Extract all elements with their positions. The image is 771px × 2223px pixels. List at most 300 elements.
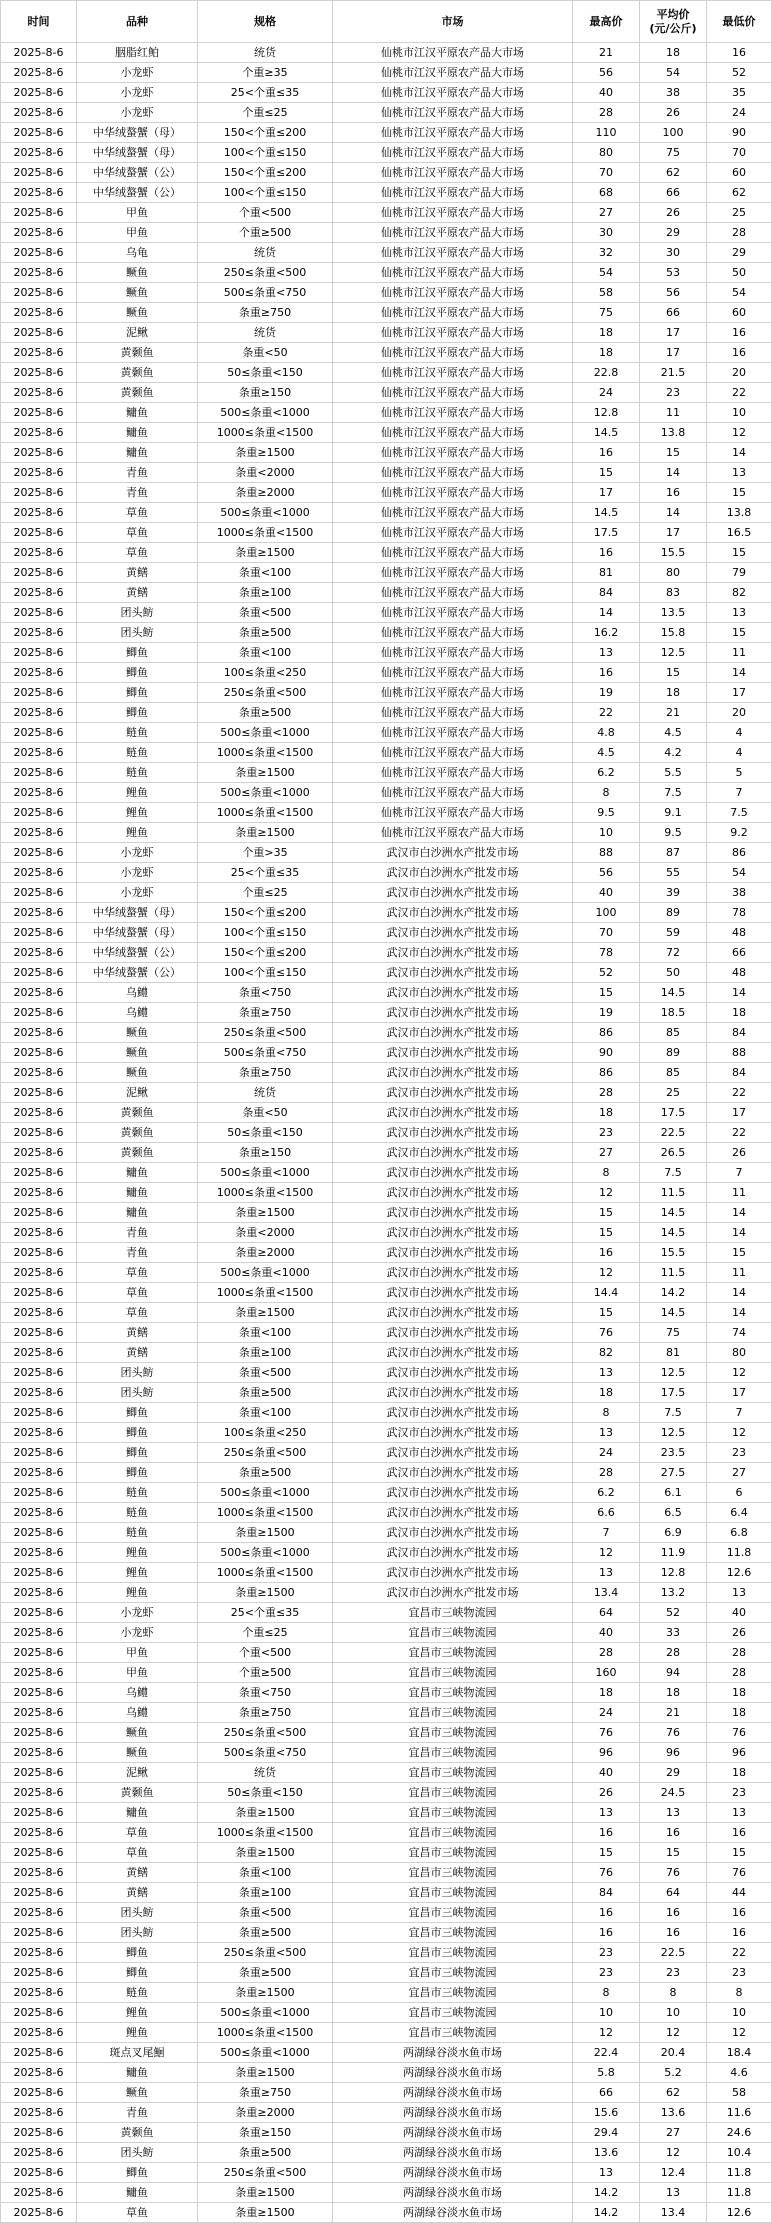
cell-date: 2025-8-6: [1, 303, 77, 323]
cell-market: 武汉市白沙洲水产批发市场: [333, 1243, 573, 1263]
cell-spec: 500≤条重<1000: [198, 2003, 333, 2023]
cell-date: 2025-8-6: [1, 203, 77, 223]
cell-spec: 1000≤条重<1500: [198, 1503, 333, 1523]
cell-date: 2025-8-6: [1, 763, 77, 783]
cell-variety: 草鱼: [77, 543, 198, 563]
cell-max-price: 28: [573, 1643, 640, 1663]
cell-avg-price: 64: [640, 1883, 707, 1903]
table-row: [1, 783, 771, 803]
cell-variety: 鲫鱼: [77, 643, 198, 663]
cell-market: 仙桃市江汉平原农产品大市场: [333, 63, 573, 83]
cell-max-price: 16: [573, 543, 640, 563]
cell-avg-price: 62: [640, 2083, 707, 2103]
cell-variety: 小龙虾: [77, 83, 198, 103]
cell-date: 2025-8-6: [1, 1303, 77, 1323]
table-row: [1, 43, 771, 63]
cell-date: 2025-8-6: [1, 1023, 77, 1043]
cell-market: 仙桃市江汉平原农产品大市场: [333, 823, 573, 843]
cell-market: 宜昌市三峡物流园: [333, 2003, 573, 2023]
cell-spec: 条重≥1500: [198, 1803, 333, 1823]
cell-variety: 甲鱼: [77, 1663, 198, 1683]
cell-min-price: 54: [707, 283, 771, 303]
cell-date: 2025-8-6: [1, 1203, 77, 1223]
cell-variety: 鲢鱼: [77, 723, 198, 743]
table-row: [1, 843, 771, 863]
cell-min-price: 16: [707, 43, 771, 63]
cell-date: 2025-8-6: [1, 1643, 77, 1663]
header-spec: 规格: [198, 1, 333, 43]
cell-date: 2025-8-6: [1, 943, 77, 963]
cell-spec: 条重≥150: [198, 2123, 333, 2143]
cell-date: 2025-8-6: [1, 323, 77, 343]
cell-market: 仙桃市江汉平原农产品大市场: [333, 163, 573, 183]
cell-spec: 250≤条重<500: [198, 2163, 333, 2183]
cell-variety: 鲤鱼: [77, 1543, 198, 1563]
cell-market: 仙桃市江汉平原农产品大市场: [333, 423, 573, 443]
table-row: [1, 1403, 771, 1423]
cell-spec: 100<个重≤150: [198, 183, 333, 203]
cell-date: 2025-8-6: [1, 903, 77, 923]
cell-avg-price: 15: [640, 663, 707, 683]
cell-spec: 个重≥500: [198, 223, 333, 243]
cell-avg-price: 15: [640, 1843, 707, 1863]
table-row: [1, 1983, 771, 2003]
cell-max-price: 14.2: [573, 2203, 640, 2223]
cell-avg-price: 18: [640, 1683, 707, 1703]
cell-market: 仙桃市江汉平原农产品大市场: [333, 643, 573, 663]
cell-date: 2025-8-6: [1, 343, 77, 363]
cell-spec: 条重≥500: [198, 1383, 333, 1403]
header-min-price: 最低价: [707, 1, 771, 43]
table-row: [1, 1483, 771, 1503]
cell-min-price: 16.5: [707, 523, 771, 543]
cell-min-price: 14: [707, 663, 771, 683]
cell-avg-price: 13.5: [640, 603, 707, 623]
cell-date: 2025-8-6: [1, 183, 77, 203]
table-row: [1, 83, 771, 103]
table-row: [1, 443, 771, 463]
cell-avg-price: 50: [640, 963, 707, 983]
cell-date: 2025-8-6: [1, 1403, 77, 1423]
cell-variety: 团头鲂: [77, 1363, 198, 1383]
cell-market: 两湖绿谷淡水鱼市场: [333, 2143, 573, 2163]
cell-market: 仙桃市江汉平原农产品大市场: [333, 603, 573, 623]
cell-min-price: 18: [707, 1763, 771, 1783]
cell-min-price: 9.2: [707, 823, 771, 843]
cell-max-price: 110: [573, 123, 640, 143]
cell-variety: 中华绒螯蟹（母）: [77, 923, 198, 943]
cell-max-price: 24: [573, 1443, 640, 1463]
cell-date: 2025-8-6: [1, 563, 77, 583]
cell-min-price: 18: [707, 1703, 771, 1723]
table-row: [1, 1083, 771, 1103]
cell-avg-price: 22.5: [640, 1943, 707, 1963]
cell-spec: 统货: [198, 1083, 333, 1103]
cell-min-price: 7.5: [707, 803, 771, 823]
cell-avg-price: 26: [640, 103, 707, 123]
cell-market: 仙桃市江汉平原农产品大市场: [333, 43, 573, 63]
cell-min-price: 78: [707, 903, 771, 923]
cell-variety: 鳜鱼: [77, 283, 198, 303]
cell-min-price: 15: [707, 1243, 771, 1263]
table-row: [1, 1303, 771, 1323]
cell-avg-price: 87: [640, 843, 707, 863]
cell-date: 2025-8-6: [1, 1903, 77, 1923]
cell-spec: 条重<100: [198, 1863, 333, 1883]
cell-date: 2025-8-6: [1, 403, 77, 423]
cell-market: 宜昌市三峡物流园: [333, 1763, 573, 1783]
cell-spec: 1000≤条重<1500: [198, 1823, 333, 1843]
table-row: [1, 103, 771, 123]
cell-spec: 个重≤25: [198, 103, 333, 123]
cell-avg-price: 13.6: [640, 2103, 707, 2123]
cell-date: 2025-8-6: [1, 463, 77, 483]
cell-market: 武汉市白沙洲水产批发市场: [333, 1103, 573, 1123]
cell-date: 2025-8-6: [1, 1943, 77, 1963]
cell-avg-price: 66: [640, 303, 707, 323]
table-row: [1, 1123, 771, 1143]
cell-max-price: 12: [573, 1183, 640, 1203]
cell-min-price: 25: [707, 203, 771, 223]
cell-market: 两湖绿谷淡水鱼市场: [333, 2043, 573, 2063]
cell-date: 2025-8-6: [1, 1783, 77, 1803]
cell-date: 2025-8-6: [1, 1803, 77, 1823]
cell-variety: 斑点叉尾鮰: [77, 2043, 198, 2063]
cell-spec: 个重≤25: [198, 883, 333, 903]
table-row: [1, 1603, 771, 1623]
cell-avg-price: 8: [640, 1983, 707, 2003]
table-row: [1, 503, 771, 523]
cell-market: 两湖绿谷淡水鱼市场: [333, 2183, 573, 2203]
cell-date: 2025-8-6: [1, 883, 77, 903]
cell-spec: 条重≥100: [198, 1343, 333, 1363]
cell-date: 2025-8-6: [1, 863, 77, 883]
cell-avg-price: 7.5: [640, 1163, 707, 1183]
cell-avg-price: 4.5: [640, 723, 707, 743]
cell-max-price: 18: [573, 1683, 640, 1703]
cell-avg-price: 4.2: [640, 743, 707, 763]
cell-min-price: 76: [707, 1723, 771, 1743]
cell-avg-price: 6.9: [640, 1523, 707, 1543]
cell-spec: 条重≥1500: [198, 543, 333, 563]
cell-max-price: 15: [573, 1203, 640, 1223]
cell-avg-price: 29: [640, 223, 707, 243]
cell-variety: 鳙鱼: [77, 2063, 198, 2083]
cell-min-price: 16: [707, 1923, 771, 1943]
cell-date: 2025-8-6: [1, 703, 77, 723]
cell-market: 仙桃市江汉平原农产品大市场: [333, 323, 573, 343]
cell-min-price: 6.8: [707, 1523, 771, 1543]
cell-max-price: 23: [573, 1123, 640, 1143]
cell-variety: 鲤鱼: [77, 803, 198, 823]
table-row: [1, 2063, 771, 2083]
table-row: [1, 2103, 771, 2123]
table-row: [1, 2003, 771, 2023]
cell-date: 2025-8-6: [1, 1983, 77, 2003]
cell-market: 仙桃市江汉平原农产品大市场: [333, 463, 573, 483]
cell-max-price: 6.2: [573, 763, 640, 783]
cell-date: 2025-8-6: [1, 1723, 77, 1743]
cell-max-price: 30: [573, 223, 640, 243]
cell-min-price: 48: [707, 923, 771, 943]
cell-avg-price: 5.5: [640, 763, 707, 783]
cell-date: 2025-8-6: [1, 843, 77, 863]
cell-date: 2025-8-6: [1, 1503, 77, 1523]
table-row: [1, 483, 771, 503]
cell-market: 仙桃市江汉平原农产品大市场: [333, 223, 573, 243]
cell-min-price: 20: [707, 363, 771, 383]
table-row: [1, 883, 771, 903]
cell-max-price: 8: [573, 1983, 640, 2003]
cell-date: 2025-8-6: [1, 983, 77, 1003]
cell-market: 仙桃市江汉平原农产品大市场: [333, 623, 573, 643]
cell-date: 2025-8-6: [1, 1163, 77, 1183]
cell-max-price: 13: [573, 1363, 640, 1383]
cell-min-price: 84: [707, 1023, 771, 1043]
table-row: [1, 2043, 771, 2063]
table-row: [1, 723, 771, 743]
cell-max-price: 23: [573, 1963, 640, 1983]
cell-variety: 鳙鱼: [77, 443, 198, 463]
table-row: [1, 403, 771, 423]
cell-avg-price: 66: [640, 183, 707, 203]
cell-variety: 黄鳝: [77, 1323, 198, 1343]
table-row: [1, 1883, 771, 1903]
cell-date: 2025-8-6: [1, 663, 77, 683]
cell-min-price: 7: [707, 783, 771, 803]
table-row: [1, 1163, 771, 1183]
table-row: [1, 1503, 771, 1523]
cell-date: 2025-8-6: [1, 1083, 77, 1103]
cell-market: 仙桃市江汉平原农产品大市场: [333, 443, 573, 463]
cell-avg-price: 85: [640, 1063, 707, 1083]
cell-max-price: 16: [573, 1243, 640, 1263]
cell-min-price: 14: [707, 1283, 771, 1303]
cell-avg-price: 89: [640, 1043, 707, 1063]
cell-date: 2025-8-6: [1, 1563, 77, 1583]
cell-spec: 100≤条重<250: [198, 1423, 333, 1443]
cell-spec: 条重<500: [198, 1363, 333, 1383]
cell-market: 宜昌市三峡物流园: [333, 1783, 573, 1803]
cell-min-price: 54: [707, 863, 771, 883]
cell-market: 仙桃市江汉平原农产品大市场: [333, 483, 573, 503]
cell-market: 仙桃市江汉平原农产品大市场: [333, 783, 573, 803]
cell-spec: 250≤条重<500: [198, 1943, 333, 1963]
cell-variety: 团头鲂: [77, 1903, 198, 1923]
cell-max-price: 76: [573, 1723, 640, 1743]
cell-variety: 鲫鱼: [77, 1403, 198, 1423]
table-row: [1, 1943, 771, 1963]
cell-spec: 条重≥100: [198, 1883, 333, 1903]
cell-spec: 条重<100: [198, 1403, 333, 1423]
cell-max-price: 14.5: [573, 503, 640, 523]
cell-spec: 条重≥750: [198, 303, 333, 323]
header-market: 市场: [333, 1, 573, 43]
cell-spec: 个重≤25: [198, 1623, 333, 1643]
table-row: [1, 1323, 771, 1343]
cell-avg-price: 26.5: [640, 1143, 707, 1163]
cell-spec: 条重<750: [198, 983, 333, 1003]
cell-spec: 1000≤条重<1500: [198, 1183, 333, 1203]
cell-spec: 500≤条重<1000: [198, 783, 333, 803]
cell-max-price: 40: [573, 1763, 640, 1783]
cell-spec: 条重≥1500: [198, 2203, 333, 2223]
table-row: [1, 703, 771, 723]
cell-market: 宜昌市三峡物流园: [333, 1903, 573, 1923]
cell-variety: 鳙鱼: [77, 403, 198, 423]
cell-min-price: 86: [707, 843, 771, 863]
cell-market: 仙桃市江汉平原农产品大市场: [333, 103, 573, 123]
cell-max-price: 96: [573, 1743, 640, 1763]
cell-variety: 鳙鱼: [77, 423, 198, 443]
table-row: [1, 1843, 771, 1863]
cell-max-price: 40: [573, 883, 640, 903]
cell-market: 武汉市白沙洲水产批发市场: [333, 1203, 573, 1223]
cell-date: 2025-8-6: [1, 1843, 77, 1863]
cell-min-price: 6.4: [707, 1503, 771, 1523]
cell-avg-price: 23: [640, 383, 707, 403]
cell-avg-price: 11.5: [640, 1183, 707, 1203]
cell-market: 武汉市白沙洲水产批发市场: [333, 923, 573, 943]
table-row: [1, 1283, 771, 1303]
table-row: [1, 763, 771, 783]
cell-avg-price: 11.9: [640, 1543, 707, 1563]
cell-market: 仙桃市江汉平原农产品大市场: [333, 123, 573, 143]
cell-spec: 1000≤条重<1500: [198, 1283, 333, 1303]
cell-min-price: 96: [707, 1743, 771, 1763]
cell-market: 仙桃市江汉平原农产品大市场: [333, 683, 573, 703]
cell-avg-price: 14: [640, 503, 707, 523]
cell-spec: 个重>35: [198, 843, 333, 863]
cell-date: 2025-8-6: [1, 823, 77, 843]
cell-max-price: 15: [573, 1223, 640, 1243]
table-row: [1, 1443, 771, 1463]
table-row: [1, 1623, 771, 1643]
cell-market: 宜昌市三峡物流园: [333, 1643, 573, 1663]
cell-date: 2025-8-6: [1, 503, 77, 523]
cell-avg-price: 13.8: [640, 423, 707, 443]
cell-spec: 个重<500: [198, 1643, 333, 1663]
cell-market: 武汉市白沙洲水产批发市场: [333, 1343, 573, 1363]
cell-avg-price: 20.4: [640, 2043, 707, 2063]
cell-variety: 黄颡鱼: [77, 1783, 198, 1803]
cell-date: 2025-8-6: [1, 1283, 77, 1303]
cell-max-price: 4.5: [573, 743, 640, 763]
cell-market: 宜昌市三峡物流园: [333, 1883, 573, 1903]
cell-date: 2025-8-6: [1, 2003, 77, 2023]
cell-min-price: 8: [707, 1983, 771, 2003]
cell-date: 2025-8-6: [1, 1603, 77, 1623]
cell-avg-price: 21.5: [640, 363, 707, 383]
cell-date: 2025-8-6: [1, 1543, 77, 1563]
cell-date: 2025-8-6: [1, 803, 77, 823]
cell-avg-price: 6.1: [640, 1483, 707, 1503]
cell-spec: 条重≥500: [198, 623, 333, 643]
cell-min-price: 23: [707, 1783, 771, 1803]
cell-spec: 条重≥1500: [198, 2063, 333, 2083]
cell-market: 仙桃市江汉平原农产品大市场: [333, 243, 573, 263]
cell-market: 武汉市白沙洲水产批发市场: [333, 1223, 573, 1243]
table-row: [1, 1643, 771, 1663]
cell-spec: 条重≥1500: [198, 1203, 333, 1223]
cell-date: 2025-8-6: [1, 783, 77, 803]
cell-avg-price: 15.8: [640, 623, 707, 643]
cell-market: 两湖绿谷淡水鱼市场: [333, 2063, 573, 2083]
table-row: [1, 1763, 771, 1783]
cell-spec: 500≤条重<1000: [198, 1543, 333, 1563]
cell-avg-price: 85: [640, 1023, 707, 1043]
cell-max-price: 18: [573, 323, 640, 343]
cell-min-price: 12: [707, 1363, 771, 1383]
cell-market: 仙桃市江汉平原农产品大市场: [333, 363, 573, 383]
cell-max-price: 26: [573, 1783, 640, 1803]
cell-max-price: 7: [573, 1523, 640, 1543]
cell-variety: 草鱼: [77, 1303, 198, 1323]
table-row: [1, 1663, 771, 1683]
cell-max-price: 13: [573, 1803, 640, 1823]
cell-market: 武汉市白沙洲水产批发市场: [333, 1523, 573, 1543]
table-row: [1, 1223, 771, 1243]
cell-variety: 泥鳅: [77, 1763, 198, 1783]
cell-market: 宜昌市三峡物流园: [333, 1683, 573, 1703]
cell-date: 2025-8-6: [1, 1043, 77, 1063]
cell-date: 2025-8-6: [1, 1063, 77, 1083]
cell-min-price: 13.8: [707, 503, 771, 523]
cell-avg-price: 14.5: [640, 1203, 707, 1223]
cell-date: 2025-8-6: [1, 483, 77, 503]
cell-min-price: 11: [707, 643, 771, 663]
cell-date: 2025-8-6: [1, 1223, 77, 1243]
cell-min-price: 7: [707, 1163, 771, 1183]
table-row: [1, 2023, 771, 2043]
cell-market: 两湖绿谷淡水鱼市场: [333, 2123, 573, 2143]
cell-date: 2025-8-6: [1, 1763, 77, 1783]
cell-min-price: 22: [707, 1943, 771, 1963]
cell-min-price: 14: [707, 983, 771, 1003]
cell-avg-price: 10: [640, 2003, 707, 2023]
cell-min-price: 11: [707, 1183, 771, 1203]
table-row: [1, 2183, 771, 2203]
cell-spec: 500≤条重<1000: [198, 1483, 333, 1503]
table-row: [1, 1783, 771, 1803]
cell-variety: 鲫鱼: [77, 683, 198, 703]
cell-avg-price: 15.5: [640, 1243, 707, 1263]
cell-variety: 黄颡鱼: [77, 343, 198, 363]
cell-min-price: 11.8: [707, 2163, 771, 2183]
cell-min-price: 40: [707, 1603, 771, 1623]
cell-max-price: 14.4: [573, 1283, 640, 1303]
cell-min-price: 16: [707, 323, 771, 343]
cell-market: 武汉市白沙洲水产批发市场: [333, 883, 573, 903]
cell-min-price: 28: [707, 223, 771, 243]
cell-market: 宜昌市三峡物流园: [333, 1623, 573, 1643]
table-row: [1, 923, 771, 943]
cell-max-price: 70: [573, 923, 640, 943]
cell-market: 两湖绿谷淡水鱼市场: [333, 2163, 573, 2183]
table-row: [1, 743, 771, 763]
table-row: [1, 363, 771, 383]
cell-date: 2025-8-6: [1, 1463, 77, 1483]
cell-max-price: 22: [573, 703, 640, 723]
cell-date: 2025-8-6: [1, 2143, 77, 2163]
cell-date: 2025-8-6: [1, 443, 77, 463]
cell-min-price: 84: [707, 1063, 771, 1083]
cell-spec: 500≤条重<1000: [198, 723, 333, 743]
cell-spec: 条重≥1500: [198, 443, 333, 463]
cell-date: 2025-8-6: [1, 1323, 77, 1343]
cell-variety: 鳜鱼: [77, 303, 198, 323]
cell-min-price: 90: [707, 123, 771, 143]
